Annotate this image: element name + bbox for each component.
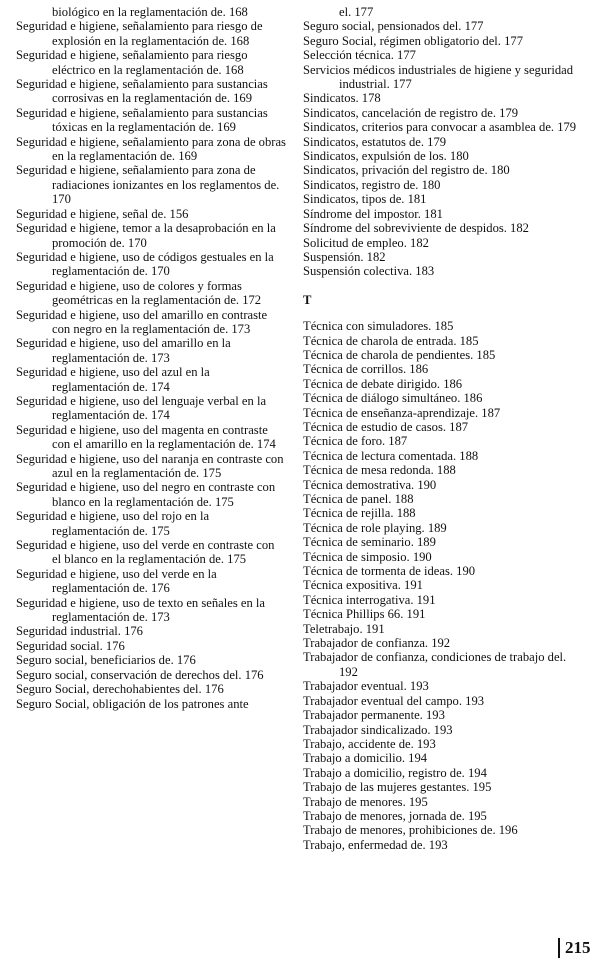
index-group-s-continued [303, 5, 586, 279]
index-entry: Técnica Phillips 66. 191 [303, 607, 426, 622]
index-entry: Seguridad e higiene, señal de. 156 [16, 206, 189, 221]
index-entry: Trabajador eventual del campo. 193 [303, 693, 485, 708]
index-entry: Suspensión. 182 [303, 249, 386, 264]
index-entry: Seguridad e higiene, señalamiento para zona de obras en la reglamentación de. 169 [16, 134, 286, 164]
index-entry: Seguridad e higiene, señalamiento para sustancias corrosivas en la reglamentación de. 169 [16, 77, 268, 106]
index-entry: Trabajo a domicilio. 194 [303, 751, 428, 766]
index-entry: Trabajador de confianza, condiciones de trabajo del. 192 [303, 650, 567, 679]
index-entry: Trabajo, enfermedad de. 193 [303, 837, 448, 852]
index-entry: Seguridad e higiene, uso del magenta en contraste con el amarillo en la reglamentación de. 174 [16, 422, 276, 452]
index-entry: Sindicatos, expulsión de los. 180 [303, 149, 469, 164]
index-entry: Suspensión colectiva. 183 [303, 264, 435, 279]
index-entry: Trabajador sindicalizado. 193 [303, 722, 453, 737]
index-entry: Servicios médicos industriales de higiene y seguridad industrial. 177 [303, 62, 574, 92]
index-entry: Técnica de charola de entrada. 185 [303, 333, 479, 348]
index-group-t [303, 319, 586, 852]
index-entry: Trabajo de menores, jornada de. 195 [303, 808, 487, 823]
index-entry: Seguro social, beneficiarios de. 176 [16, 653, 196, 668]
index-entry: Técnica de panel. 188 [303, 492, 414, 506]
index-entry: Seguridad industrial. 176 [16, 624, 143, 639]
index-entry: Seguridad social. 176 [16, 638, 125, 653]
index-entry: Seguridad e higiene, uso del azul en la reglamentación de. 174 [16, 365, 210, 394]
index-entry: Técnica de rejilla. 188 [303, 506, 416, 521]
index-entry: Técnica de tormenta de ideas. 190 [303, 564, 476, 579]
index-entry: Técnica expositiva. 191 [303, 578, 423, 593]
index-entry: Trabajador de confianza. 192 [303, 636, 451, 651]
index-entry: Seguro Social, derechohabientes del. 176 [16, 682, 224, 697]
index-entry: Técnica de seminario. 189 [303, 535, 436, 550]
index-entry: Técnica con simuladores. 185 [303, 319, 454, 334]
page-number: 215 [558, 938, 591, 958]
index-entry: Seguro social, pensionados del. 177 [303, 19, 484, 34]
index-entry: Seguridad e higiene, uso del rojo en la reglamentación de. 175 [16, 509, 210, 538]
index-entry: Sindicatos, cancelación de registro de. 179 [303, 105, 519, 120]
index-entry: Técnica de foro. 187 [303, 434, 408, 449]
index-entry: Técnica de role playing. 189 [303, 520, 447, 535]
index-entry: Sindicatos, registro de. 180 [303, 177, 441, 192]
index-entry: Sindicatos, privación del registro de. 180 [303, 163, 510, 178]
index-entry: Seguridad e higiene, uso de colores y formas geométricas en la reglamentación de. 172 [16, 278, 262, 308]
index-entry: Seguridad e higiene, uso del naranja en contraste con azul en la reglamentación de. 175 [16, 451, 284, 480]
index-entry: Técnica de debate dirigido. 186 [303, 376, 463, 391]
index-entry: Técnica de simposio. 190 [303, 549, 432, 564]
index-entry: Seguridad e higiene, temor a la desaprobación en la promoción de. 170 [16, 221, 276, 250]
index-entry: Seguridad e higiene, señalamiento para riesgo de explosión en la reglamentación de. 168 [16, 19, 263, 48]
index-entry: Trabajo de menores. 195 [303, 794, 428, 809]
index-entry: Selección técnica. 177 [303, 48, 416, 63]
index-entry: Teletrabajo. 191 [303, 621, 385, 636]
index-entry: Seguridad e higiene, uso de códigos gestuales en la reglamentación de. 170 [16, 249, 274, 279]
index-entry: Seguro social, conservación de derechos del. 176 [16, 667, 264, 682]
index-entry: Seguridad e higiene, uso del verde en contraste con el blanco en la reglamentación de. 175 [16, 538, 275, 567]
index-column-right [303, 5, 586, 852]
index-entry: Técnica de diálogo simultáneo. 186 [303, 391, 483, 406]
index-entry: Seguridad e higiene, uso del verde en la reglamentación de. 176 [16, 566, 217, 596]
index-entry: Seguridad e higiene, uso del negro en contraste con blanco en la reglamentación de. 175 [16, 480, 276, 509]
index-entry: Seguridad e higiene, señalamiento para riesgo eléctrico en la reglamentación de. 168 [16, 48, 248, 77]
index-entry: Seguro Social, régimen obligatorio del. 177 [303, 33, 523, 48]
index-entry: Seguro Social, obligación de los patrones ante [16, 696, 249, 711]
index-entry: Técnica de estudio de casos. 187 [303, 419, 469, 434]
index-entry: Seguridad e higiene, señalamiento para zona de radiaciones ionizantes en los reglamentos de. 170 [16, 163, 280, 207]
index-entry: Trabajo a domicilio, registro de. 194 [303, 765, 487, 780]
index-entry: Trabajo de las mujeres gestantes. 195 [303, 780, 492, 795]
index-entry: Seguridad e higiene, señalamiento para sustancias tóxicas en la reglamentación de. 169 [16, 105, 268, 135]
index-entry: Técnica de enseñanza-aprendizaje. 187 [303, 405, 501, 420]
index-entry: Trabajador permanente. 193 [303, 708, 445, 723]
index-entry: Trabajador eventual. 193 [303, 679, 429, 694]
index-entry: Sindicatos, tipos de. 181 [303, 192, 427, 207]
index-entry: Solicitud de empleo. 182 [303, 235, 429, 250]
index-entry: Técnica de mesa redonda. 188 [303, 463, 456, 478]
index-entry: Seguridad e higiene, uso de texto en señales en la reglamentación de. 173 [16, 595, 265, 625]
index-entry: el. 177 [339, 5, 374, 19]
index-entry: Síndrome del sobreviviente de despidos. 182 [303, 221, 529, 236]
index-entry: Técnica interrogativa. 191 [303, 592, 436, 607]
section-letter-heading: T [303, 292, 312, 307]
index-entry: Síndrome del impostor. 181 [303, 206, 443, 221]
index-entry: Técnica de corrillos. 186 [303, 362, 429, 377]
index-entry: biológico en la reglamentación de. 168 [52, 5, 248, 19]
index-entry: Sindicatos, criterios para convocar a asamblea de. 179 [303, 120, 577, 135]
index-entry: Seguridad e higiene, uso del amarillo en la reglamentación de. 173 [16, 336, 231, 365]
index-entry: Técnica de charola de pendientes. 185 [303, 347, 496, 362]
index-entry: Sindicatos, estatutos de. 179 [303, 134, 447, 149]
index-entry: Trabajo de menores, prohibiciones de. 196 [303, 823, 518, 838]
index-entry: Seguridad e higiene, uso del lenguaje verbal en la reglamentación de. 174 [16, 393, 267, 423]
index-entry: Sindicatos. 178 [303, 91, 381, 106]
index-entry: Seguridad e higiene, uso del amarillo en contraste con negro en la reglamentación de. 173 [16, 307, 268, 336]
index-column-left [16, 5, 286, 711]
index-entry: Trabajo, accidente de. 193 [303, 736, 436, 751]
index-entry: Técnica demostrativa. 190 [303, 477, 437, 492]
index-entry: Técnica de lectura comentada. 188 [303, 448, 479, 463]
